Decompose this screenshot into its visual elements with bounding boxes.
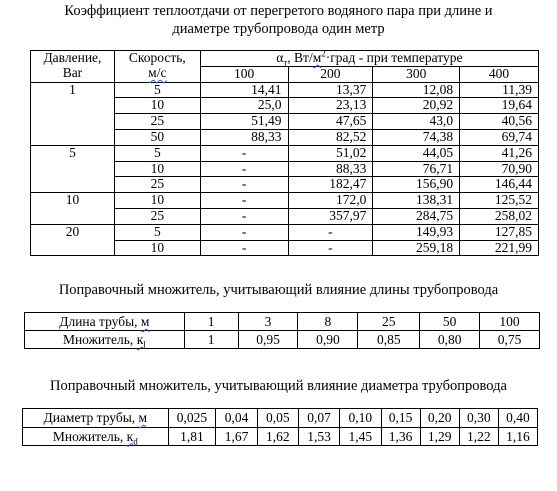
table-row xyxy=(31,98,539,114)
speed-cell: 10 xyxy=(114,240,200,256)
length-correction-table xyxy=(24,312,540,349)
heat-transfer-value: 357,97 xyxy=(288,208,373,224)
table-row xyxy=(31,193,539,209)
length-multiplier-value: 0,80 xyxy=(420,331,480,349)
speed-cell: 25 xyxy=(114,208,200,224)
diameter-value: 0,15 xyxy=(381,409,420,428)
heat-transfer-value: 125,52 xyxy=(460,193,539,209)
heat-transfer-value: 88,33 xyxy=(200,129,288,145)
length-multiplier-label: Множитель, $к_l$ xyxy=(25,331,185,349)
table-row xyxy=(31,161,539,177)
heat-transfer-value: 47,65 xyxy=(288,114,373,130)
heat-transfer-value: 20,92 xyxy=(373,98,460,114)
pressure-cell: 5 xyxy=(31,145,115,161)
table-row xyxy=(31,240,539,256)
heat-transfer-value: 69,74 xyxy=(460,129,539,145)
heat-transfer-value: 51,49 xyxy=(200,114,288,130)
table-row xyxy=(31,82,539,98)
pressure-cell xyxy=(31,240,115,256)
pressure-cell xyxy=(31,98,115,114)
length-value: 1 xyxy=(184,313,238,331)
speed-cell: 10 xyxy=(114,98,200,114)
temperature-header-100: 100 xyxy=(200,66,288,82)
heat-transfer-value: 172,0 xyxy=(288,193,373,209)
table-row xyxy=(31,145,539,161)
length-label: Длина трубы, м xyxy=(25,313,185,331)
heat-transfer-table xyxy=(30,50,539,256)
diameter-value: 0,10 xyxy=(340,409,381,428)
heat-transfer-value: 23,13 xyxy=(288,98,373,114)
length-multiplier-value: 0,85 xyxy=(358,331,420,349)
pressure-header: Давление, Bar xyxy=(31,51,115,83)
page-title-line-1: Коэффициент теплоотдачи от перегретого водяного пара при длине и xyxy=(64,3,493,19)
page-title-line-2: диаметре трубопровода один метр xyxy=(172,21,385,37)
heat-transfer-value: 14,41 xyxy=(200,82,288,98)
diameter-multiplier-value: 1,36 xyxy=(381,427,420,446)
diameter-multiplier-label: Множитель, $к_d$ xyxy=(23,427,169,446)
diameter-multiplier-value: 1,16 xyxy=(498,427,537,446)
diameter-multiplier-value: 1,29 xyxy=(420,427,459,446)
speed-cell: 50 xyxy=(114,129,200,145)
heat-transfer-value: 74,38 xyxy=(373,129,460,145)
speed-cell: 10 xyxy=(114,193,200,209)
heat-transfer-value: 82,52 xyxy=(288,129,373,145)
heat-transfer-value: - xyxy=(200,208,288,224)
temperature-header-200: 200 xyxy=(288,66,373,82)
heat-transfer-value: 41,26 xyxy=(460,145,539,161)
heat-transfer-value: 11,39 xyxy=(460,82,539,98)
diameter-value: 0,40 xyxy=(498,409,537,428)
table-row xyxy=(31,114,539,130)
heat-transfer-value: 149,93 xyxy=(373,224,460,240)
length-correction-caption: Поправочный множитель, учитывающий влияние длины трубопровода xyxy=(58,282,499,298)
heat-transfer-value: - xyxy=(200,145,288,161)
speed-cell: 5 xyxy=(114,145,200,161)
diameter-label: Диаметр трубы, м xyxy=(23,409,169,428)
length-value: 3 xyxy=(238,313,298,331)
speed-cell: 10 xyxy=(114,161,200,177)
heat-transfer-value: - xyxy=(200,193,288,209)
speed-header: Скорость, м/с xyxy=(114,51,200,83)
heat-transfer-value: 88,33 xyxy=(288,161,373,177)
pressure-cell: 10 xyxy=(31,193,115,209)
pressure-cell xyxy=(31,177,115,193)
pressure-cell xyxy=(31,129,115,145)
heat-transfer-value: - xyxy=(200,177,288,193)
heat-transfer-value: 51,02 xyxy=(288,145,373,161)
heat-transfer-value: 127,85 xyxy=(460,224,539,240)
heat-transfer-value: - xyxy=(200,161,288,177)
temperature-header-400: 400 xyxy=(460,66,539,82)
diameter-correction-caption: Поправочный множитель, учитывающий влияние диаметра трубопровода xyxy=(50,378,507,394)
length-multiplier-value: 0,75 xyxy=(480,331,540,349)
length-value: 8 xyxy=(298,313,358,331)
heat-transfer-value: 76,71 xyxy=(373,161,460,177)
heat-transfer-value: 12,08 xyxy=(373,82,460,98)
pressure-cell xyxy=(31,161,115,177)
length-multiplier-value: 1 xyxy=(184,331,238,349)
diameter-value: 0,20 xyxy=(420,409,459,428)
diameter-multiplier-value: 1,45 xyxy=(340,427,381,446)
heat-transfer-value: 70,90 xyxy=(460,161,539,177)
heat-transfer-value: 13,37 xyxy=(288,82,373,98)
length-value: 50 xyxy=(420,313,480,331)
heat-transfer-value: 259,18 xyxy=(373,240,460,256)
pressure-cell: 1 xyxy=(31,82,115,98)
speed-cell: 5 xyxy=(114,82,200,98)
heat-transfer-value: - xyxy=(200,240,288,256)
heat-transfer-value: 19,64 xyxy=(460,98,539,114)
heat-transfer-value: 138,31 xyxy=(373,193,460,209)
speed-cell: 5 xyxy=(114,224,200,240)
diameter-value: 0,04 xyxy=(216,409,257,428)
speed-cell: 25 xyxy=(114,177,200,193)
diameter-value: 0,07 xyxy=(298,409,339,428)
heat-transfer-value: 43,0 xyxy=(373,114,460,130)
heat-transfer-value: 182,47 xyxy=(288,177,373,193)
heat-transfer-value: 284,75 xyxy=(373,208,460,224)
heat-transfer-value: 258,02 xyxy=(460,208,539,224)
table-row xyxy=(31,224,539,240)
diameter-multiplier-value: 1,53 xyxy=(298,427,339,446)
heat-transfer-value: 221,99 xyxy=(460,240,539,256)
heat-transfer-value: - xyxy=(288,224,373,240)
diameter-value: 0,30 xyxy=(459,409,498,428)
heat-transfer-value: 44,05 xyxy=(373,145,460,161)
diameter-multiplier-value: 1,67 xyxy=(216,427,257,446)
heat-transfer-value: - xyxy=(288,240,373,256)
diameter-value: 0,05 xyxy=(257,409,298,428)
pressure-cell xyxy=(31,114,115,130)
table-row xyxy=(31,177,539,193)
diameter-multiplier-value: 1,81 xyxy=(168,427,216,446)
alpha-header: $\alpha_т$, $Вт/м^2\cdot град$ - при температуре xyxy=(200,51,538,67)
length-value: 25 xyxy=(358,313,420,331)
heat-transfer-value: 146,44 xyxy=(460,177,539,193)
diameter-value: 0,025 xyxy=(168,409,216,428)
length-value: 100 xyxy=(480,313,540,331)
pressure-cell xyxy=(31,208,115,224)
heat-transfer-value: 40,56 xyxy=(460,114,539,130)
diameter-correction-table xyxy=(22,408,538,446)
heat-transfer-value: 25,0 xyxy=(200,98,288,114)
temperature-header-300: 300 xyxy=(373,66,460,82)
heat-transfer-value: 156,90 xyxy=(373,177,460,193)
length-multiplier-value: 0,95 xyxy=(238,331,298,349)
length-multiplier-value: 0,90 xyxy=(298,331,358,349)
table-row xyxy=(31,208,539,224)
pressure-cell: 20 xyxy=(31,224,115,240)
diameter-multiplier-value: 1,22 xyxy=(459,427,498,446)
speed-cell: 25 xyxy=(114,114,200,130)
diameter-multiplier-value: 1,62 xyxy=(257,427,298,446)
heat-transfer-value: - xyxy=(200,224,288,240)
table-row xyxy=(31,129,539,145)
